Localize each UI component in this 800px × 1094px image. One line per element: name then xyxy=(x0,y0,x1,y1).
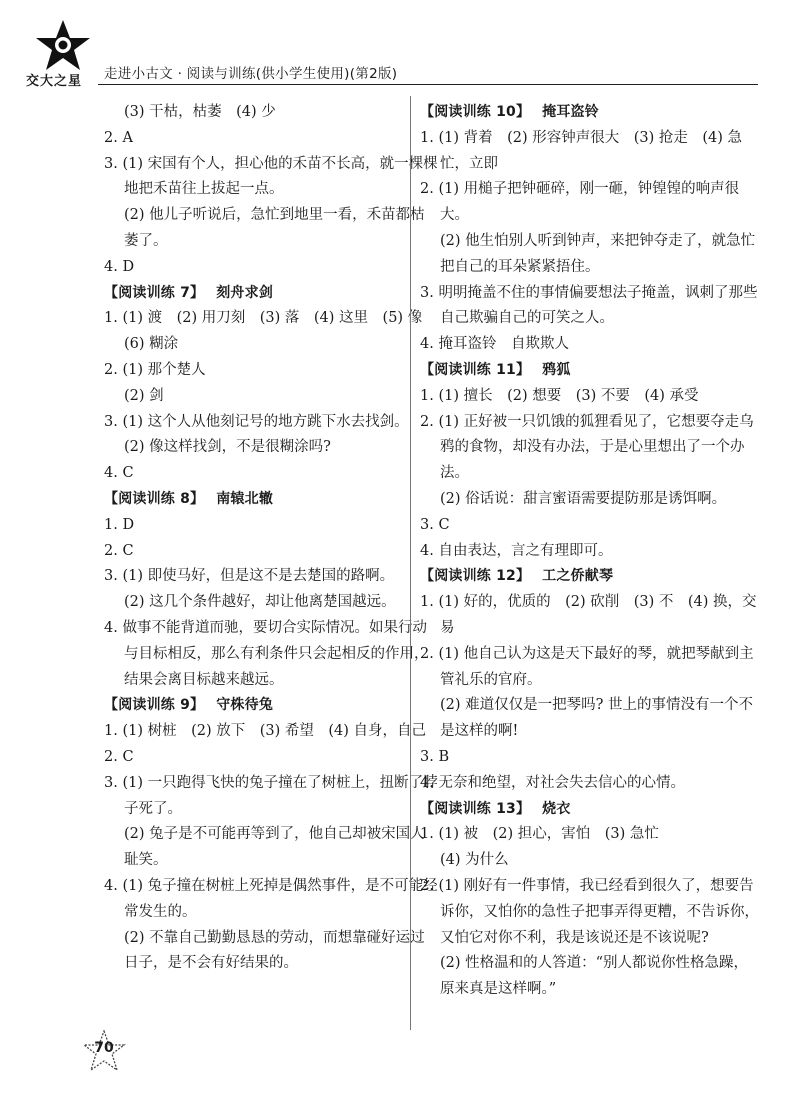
answer-subitem: (2) 不靠自己勤勤恳恳的劳动，而想靠碰好运过日子，是不会有好结果的。 xyxy=(124,929,425,972)
series-title: 走进小古文 · 阅读与训练(供小学生使用)(第2版) xyxy=(104,66,398,82)
answer-subitem: (2) 剑 xyxy=(124,387,164,404)
section-heading xyxy=(104,487,439,513)
header-rule xyxy=(98,84,758,85)
answer-item: 2. (1) 正好被一只饥饿的狐狸看见了，它想要夺走乌鸦的食物，却没有办法，于是心里想出了一个办法。 xyxy=(420,413,754,482)
answer-item: 3. B xyxy=(420,748,450,765)
section-label: 【阅读训练 13】 xyxy=(420,800,531,817)
answer-item: 3. (1) 这个人从他刻记号的地方跳下水去找剑。 xyxy=(104,413,409,430)
logo-text: 交大之星 xyxy=(26,74,83,89)
section-label: 【阅读训练 12】 xyxy=(420,568,531,585)
answer-item: 4. (1) 兔子撞在树桩上死掉是偶然事件，是不可能经常发生的。 xyxy=(104,877,438,920)
answer-item: 1. (1) 渡 (2) 用刀刻 (3) 落 (4) 这里 (5) 像 (6) 糊涂 xyxy=(104,310,437,353)
answer-item: 3. C xyxy=(420,516,450,533)
star-logo-icon xyxy=(28,18,98,74)
section-title: 南辕北辙 xyxy=(216,490,274,507)
answer-item: 4. 自由表达，言之有理即可。 xyxy=(420,542,613,559)
answer-item: 4. 掩耳盗铃 自欺欺人 xyxy=(420,336,569,353)
section-label: 【阅读训练 9】 xyxy=(104,697,205,714)
answer-subitem: (2) 他生怕别人听到钟声，来把钟夺走了，就急忙把自己的耳朵紧紧捂住。 xyxy=(440,232,756,275)
answer-item: 1. (1) 树桩 (2) 放下 (3) 希望 (4) 自身，自己 xyxy=(104,723,427,740)
answer-subitem: (2) 兔子是不可能再等到了，他自己却被宋国人耻笑。 xyxy=(124,826,425,869)
section-heading xyxy=(420,358,760,384)
answer-item: 4. C xyxy=(104,465,134,482)
answer-item: 3. (1) 即使马好，但是这不是去楚国的路啊。 xyxy=(104,568,395,585)
answer-item: 4. 无奈和绝望，对社会失去信心的心情。 xyxy=(420,774,685,791)
page-number: 70 xyxy=(94,1040,114,1056)
answer-subitem: (2) 像这样找剑，不是很糊涂吗? xyxy=(124,439,331,456)
answer-item: 2. C xyxy=(104,542,134,559)
answer-item: 2. (1) 他自己认为这是天下最好的琴，就把琴献到主管礼乐的官府。 xyxy=(420,645,754,688)
left-column xyxy=(104,100,439,977)
answer-item: 1. (1) 好的，优质的 (2) 砍削 (3) 不 (4) 换，交易 xyxy=(420,594,757,636)
answer-item: 1. (1) 擅长 (2) 想要 (3) 不要 (4) 承受 xyxy=(420,387,699,404)
answer-item: 2. A xyxy=(104,129,133,146)
right-column xyxy=(420,100,760,1003)
answer-item: 4. D xyxy=(104,258,135,275)
answer-item: 1. D xyxy=(104,516,135,533)
answer-item: 3. (1) 一只跑得飞快的兔子撞在了树桩上，扭断了脖子死了。 xyxy=(104,774,438,817)
answer-item: 2. C xyxy=(104,748,134,765)
section-heading xyxy=(420,100,760,126)
section-label: 【阅读训练 7】 xyxy=(104,284,205,301)
answer-item: 2. (1) 那个楚人 xyxy=(104,361,206,378)
answer-item: 1. (1) 背着 (2) 形容钟声很大 (3) 抢走 (4) 急忙，立即 xyxy=(420,129,743,172)
section-heading xyxy=(104,281,439,307)
answer-item: 2. (1) 用槌子把钟砸碎，刚一砸，钟锽锽的响声很大。 xyxy=(420,181,740,224)
answer-subitem: (2) 他儿子听说后，急忙到地里一看，禾苗都枯萎了。 xyxy=(124,207,425,249)
section-label: 【阅读训练 11】 xyxy=(420,361,531,378)
answer-subitem: (2) 俗话说：甜言蜜语需要提防那是诱饵啊。 xyxy=(440,490,727,507)
answer-subitem: (4) 为什么 xyxy=(440,852,509,869)
section-title: 烧衣 xyxy=(542,800,571,817)
section-title: 工之侨献琴 xyxy=(542,568,614,585)
section-heading xyxy=(420,797,760,823)
answer-subitem: (2) 性格温和的人答道：“别人都说你性格急躁，原来真是这样啊。” xyxy=(440,955,749,998)
section-title: 刻舟求剑 xyxy=(216,284,274,301)
section-title: 守株待兔 xyxy=(216,697,274,714)
answer-subitem: (2) 这几个条件越好，却让他离楚国越远。 xyxy=(124,594,396,611)
answer-item: 3. (1) 宋国有个人，担心他的禾苗不长高，就一棵棵地把禾苗往上拔起一点。 xyxy=(104,155,438,198)
answer-subitem: (2) 难道仅仅是一把琴吗? 世上的事情没有一个不是这样的啊! xyxy=(440,697,754,740)
answer-item: 4. 做事不能背道而驰，要切合实际情况。如果行动与目标相反，那么有利条件只会起相反的作用，结果会离目标越来越远。 xyxy=(104,619,429,688)
section-title: 掩耳盗铃 xyxy=(542,104,599,120)
section-heading xyxy=(420,564,760,590)
answer-item: 3. 明明掩盖不住的事情偏要想法子掩盖，讽刺了那些自己欺骗自己的可笑之人。 xyxy=(420,284,758,327)
section-title: 鸦狐 xyxy=(542,361,571,378)
section-label: 【阅读训练 8】 xyxy=(104,490,205,507)
section-label: 【阅读训练 10】 xyxy=(420,104,531,120)
answer-subitem: (3) 干枯，枯萎 (4) 少 xyxy=(124,104,276,120)
section-heading xyxy=(104,693,439,719)
answer-item: 1. (1) 被 (2) 担心，害怕 (3) 急忙 xyxy=(420,826,659,843)
column-divider xyxy=(410,96,411,1030)
answer-item: 2. (1) 刚好有一件事情，我已经看到很久了，想要告诉你，又怕你的急性子把事弄得更糟，不告诉你，又怕它对你不利，我是该说还是不该说呢? xyxy=(420,877,759,946)
